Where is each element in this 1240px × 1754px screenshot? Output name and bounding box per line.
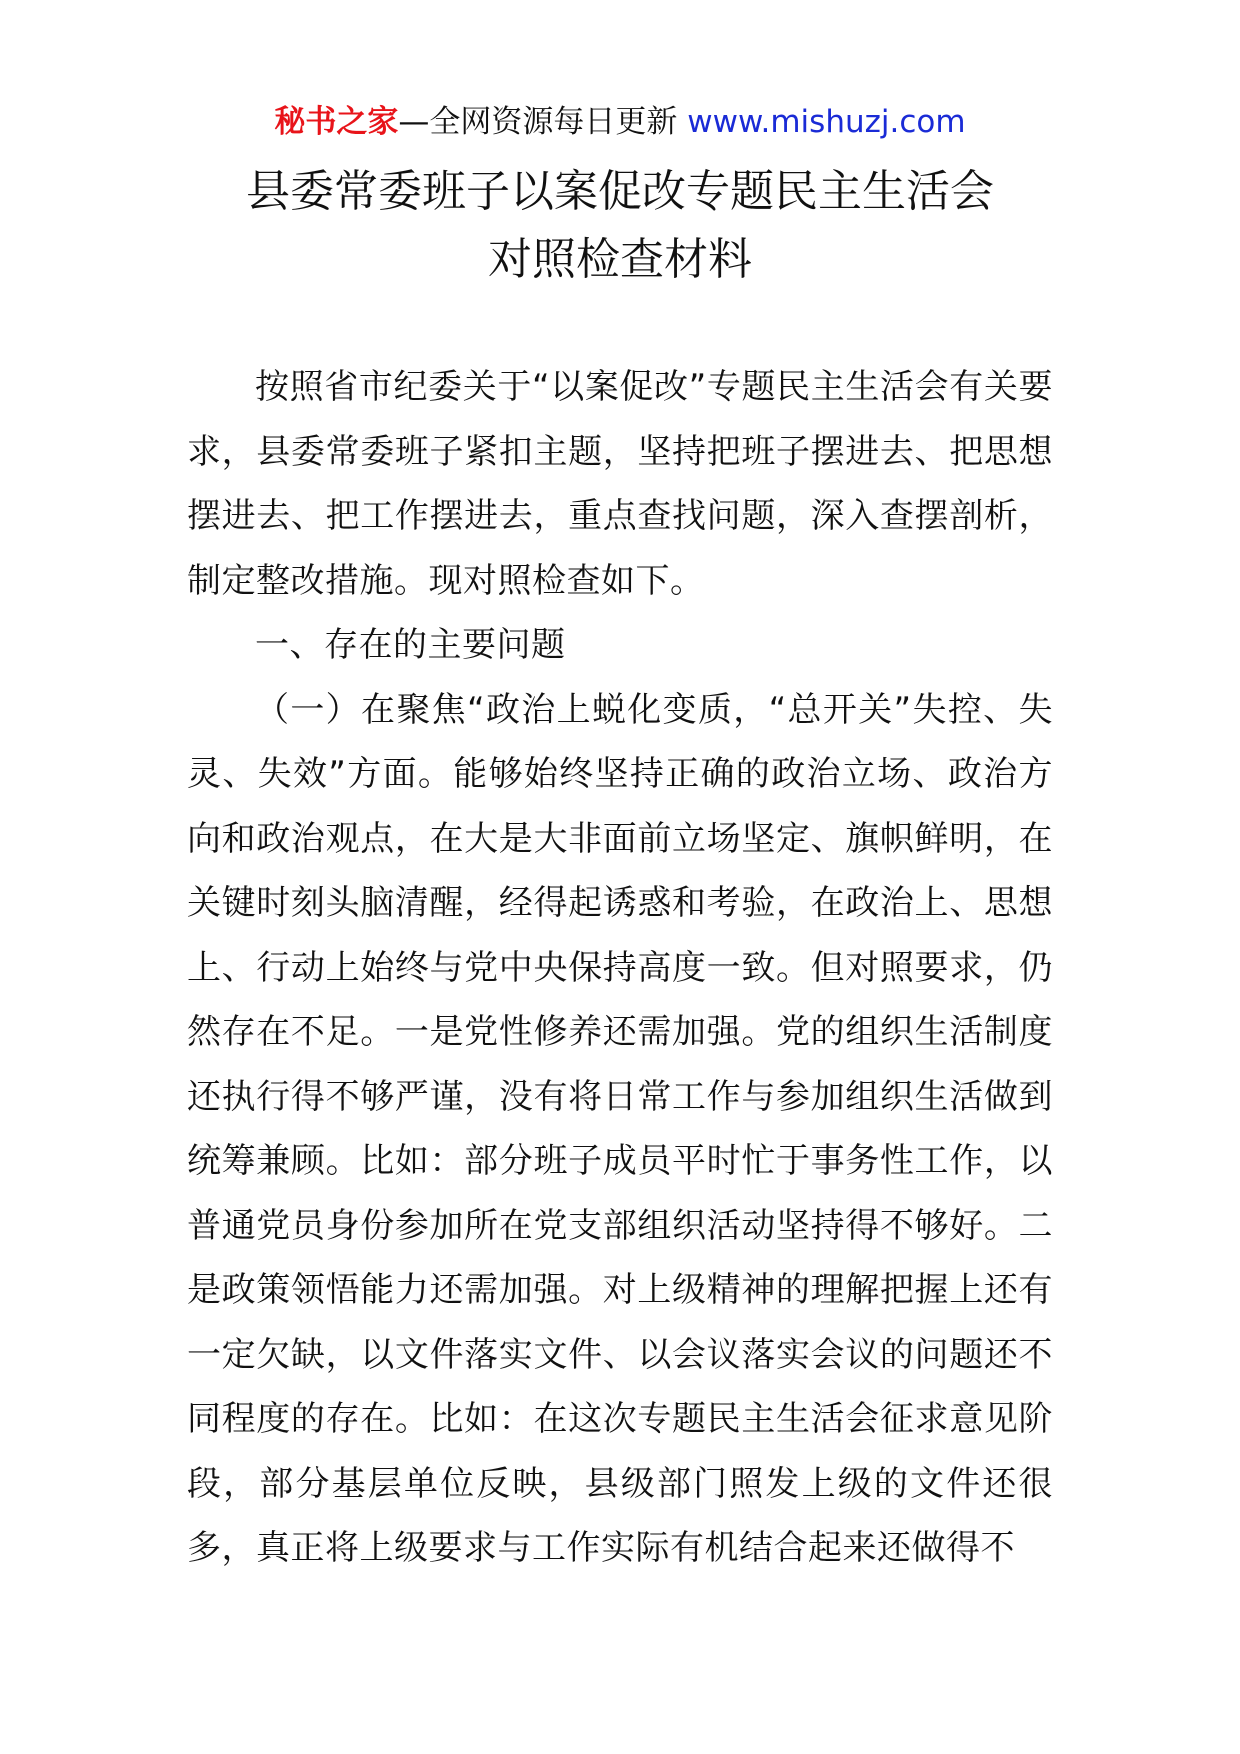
brand-name: 秘书之家 — [274, 104, 399, 140]
document-title-line-2: 对照检查材料 — [488, 234, 752, 285]
document-body — [187, 355, 1053, 1581]
section-heading: 一、存在的主要问题 — [255, 625, 566, 665]
document-title-line-1: 县委常委班子以案促改专题民主生活会 — [246, 166, 994, 217]
site-header — [0, 100, 1240, 144]
header-tagline: —全网资源每日更新 — [398, 104, 688, 140]
intro-paragraph: 按照省市纪委关于“以案促改”专题民主生活会有关要求，县委常委班子紧扣主题，坚持把班子摆进去、把思想摆进去、把工作摆进去，重点查找问题，深入查摆剖析，制定整改措施。现对照检查如下。 — [187, 367, 1053, 601]
site-url-link[interactable]: www.mishuzj.com — [687, 104, 966, 140]
body-paragraph: （一）在聚焦“政治上蜕化变质，“总开关”失控、失灵、失效”方面。能够始终坚持正确的政治立场、政治方向和政治观点，在大是大非面前立场坚定、旗帜鲜明，在关键时刻头脑清醒，经得起诱惑和考验，在政治上、思想上、行动上始终与党中央保持高度一致。但对照要求，仍然存在不足。一是党性修养还需加强。党的组织生活制度还执行得不够严谨，没有将日常工作与参加组织生活做到统筹兼顾。比如：部分班子成员平时忙于事务性工作，以普通党员身份参加所在党支部组织活动坚持得不够好。二是政策领悟能力还需加强。对上级精神的理解把握上还有一定欠缺，以文件落实文件、以会议落实会议的问题还不同程度的存在。比如：在这次专题民主生活会征求意见阶段，部分基层单位反映，县级部门照发上级的文件还很多，真正将上级要求与工作实际有机结合起来还做得不 — [187, 689, 1053, 1568]
